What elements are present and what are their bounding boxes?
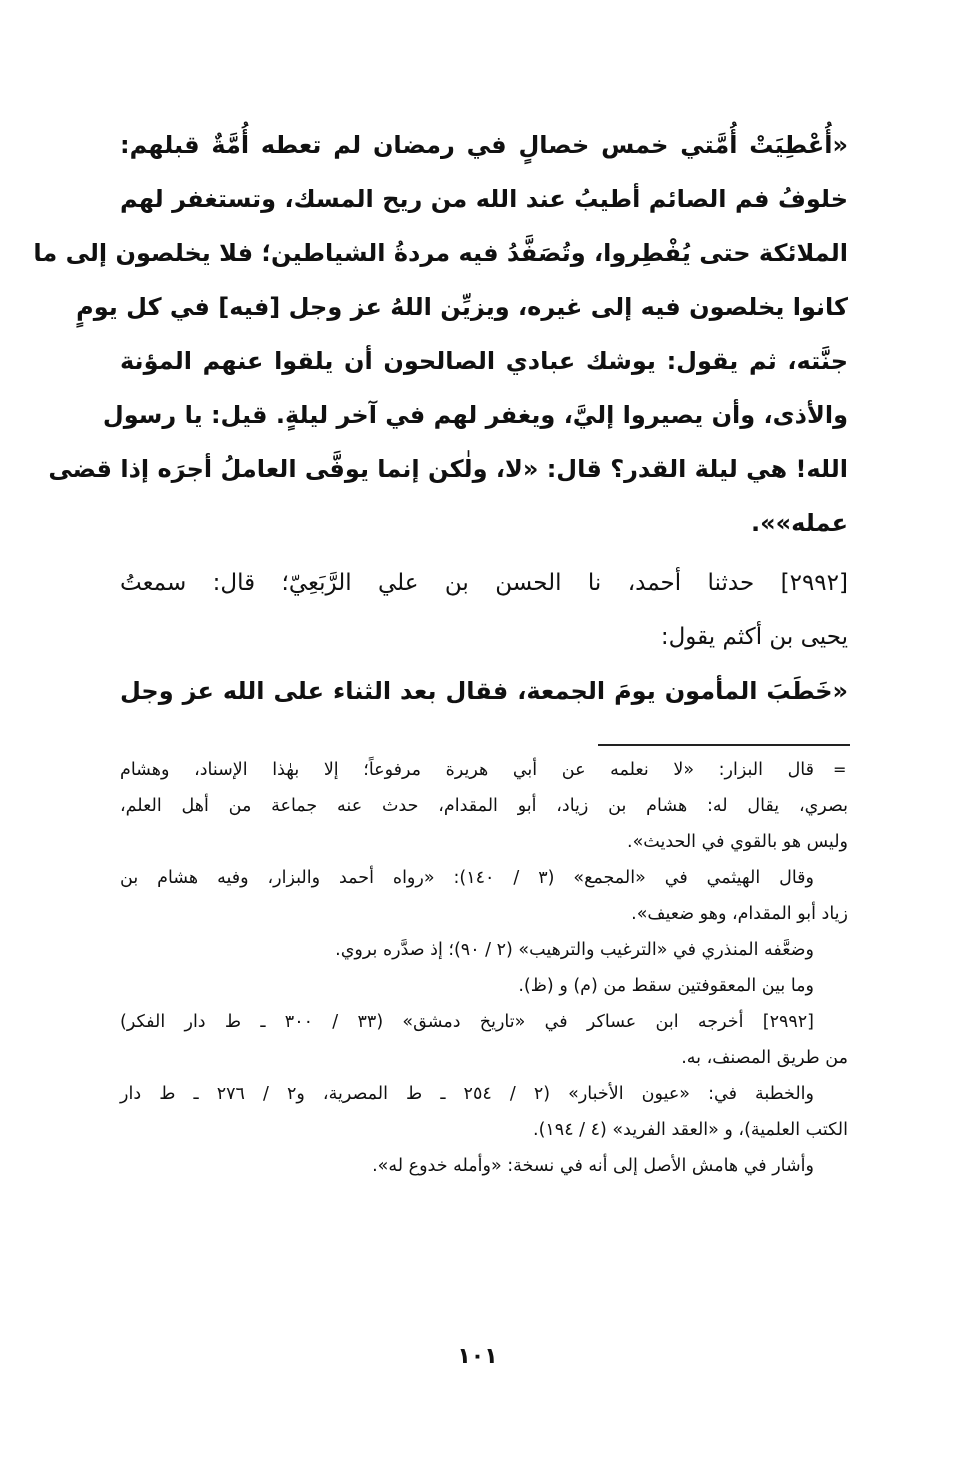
footnote-line: والخطبة في: «عيون الأخبار» (٢ / ٢٥٤ ـ ط المصرية، و٢ / ٢٧٦ ـ ط دار bbox=[120, 1084, 814, 1104]
hadith-line: الله! هي ليلة القدر؟ قال: «لا، ولٰكن إنما يوفَّى العاملُ أجرَه إذا قضى bbox=[48, 455, 848, 483]
hadith-line: «أُعْطِيَتْ أُمَّتي خمس خصالٍ في رمضان لم تعطه أُمَّةٌ قبلهم: bbox=[120, 131, 848, 159]
footnote-line: وأشار في هامش الأصل إلى أنه في نسخة: «وأمله خدوع له». bbox=[372, 1156, 814, 1176]
footnote-line: بصري، يقال له: هشام بن زياد، أبو المقدام، حدث عنه جماعة من أهل العلم، bbox=[120, 796, 848, 816]
footnote-line: [٢٩٩٢] أخرجه ابن عساكر في «تاريخ دمشق» (٣٣ / ٣٠٠ ـ ط دار الفكر) bbox=[120, 1012, 814, 1032]
hadith-line: خلوفُ فم الصائم أطيبُ عند الله من ريح المسك، وتستغفر لهم bbox=[120, 185, 848, 213]
footnote-line: وقال الهيثمي في «المجمع» (٣ / ١٤٠): «رواه أحمد والبزار، وفيه هشام بن bbox=[120, 868, 814, 888]
footnote-divider bbox=[598, 744, 850, 746]
hadith-line: جنَّته، ثم يقول: يوشك عبادي الصالحون أن يلقوا عنهم المؤنة bbox=[120, 347, 848, 375]
main-text-block bbox=[33, 118, 848, 718]
footnote-line: زياد أبو المقدام، وهو ضعيف». bbox=[631, 904, 848, 924]
footnote-line: قال البزار: «لا نعلمه عن أبي هريرة مرفوعاً؛ إلا بهٰذا الإسناد، وهشام bbox=[120, 760, 814, 780]
hadith-line: الملائكة حتى يُفْطِروا، وتُصَفَّدُ فيه مردةُ الشياطين؛ فلا يخلصون إلى ما bbox=[33, 239, 848, 267]
footnote-line: من طريق المصنف، به. bbox=[681, 1048, 848, 1068]
narration-line: [٢٩٩٢] حدثنا أحمد، نا الحسن بن علي الرَّبَعِيّ؛ قال: سمعتُ bbox=[120, 570, 848, 596]
footnote-line: وليس هو بالقوي في الحديث». bbox=[627, 832, 848, 852]
narration-line: يحيى بن أكثم يقول: bbox=[660, 624, 848, 650]
footnote-line: وضعَّفه المنذري في «الترغيب والترهيب» (٢ / ٩٠)؛ إذ صدَّره بروي. bbox=[335, 940, 814, 960]
footnote-line: الكتب العلمية)، و «العقد الفريد» (٤ / ١٩٤). bbox=[533, 1120, 848, 1140]
hadith-line: كانوا يخلصون فيه إلى غيره، ويزيِّن اللهُ عز وجل [فيه] في كل يومٍ bbox=[76, 293, 848, 321]
continuation-mark: = bbox=[833, 760, 847, 779]
page-number: ١٠١ bbox=[457, 1344, 498, 1369]
khutba-line: «خَطَبَ المأمون يومَ الجمعة، فقال بعد الثناء على الله عز وجل bbox=[120, 677, 848, 705]
footnote-line: وما بين المعقوفتين سقط من (م) و (ظ). bbox=[518, 976, 814, 996]
hadith-line: والأذى، وأن يصيروا إليَّ، ويغفر لهم في آخر ليلةٍ. قيل: يا رسول bbox=[102, 401, 848, 429]
hadith-line: عمله»». bbox=[751, 509, 848, 537]
footnotes-block bbox=[120, 752, 848, 1184]
